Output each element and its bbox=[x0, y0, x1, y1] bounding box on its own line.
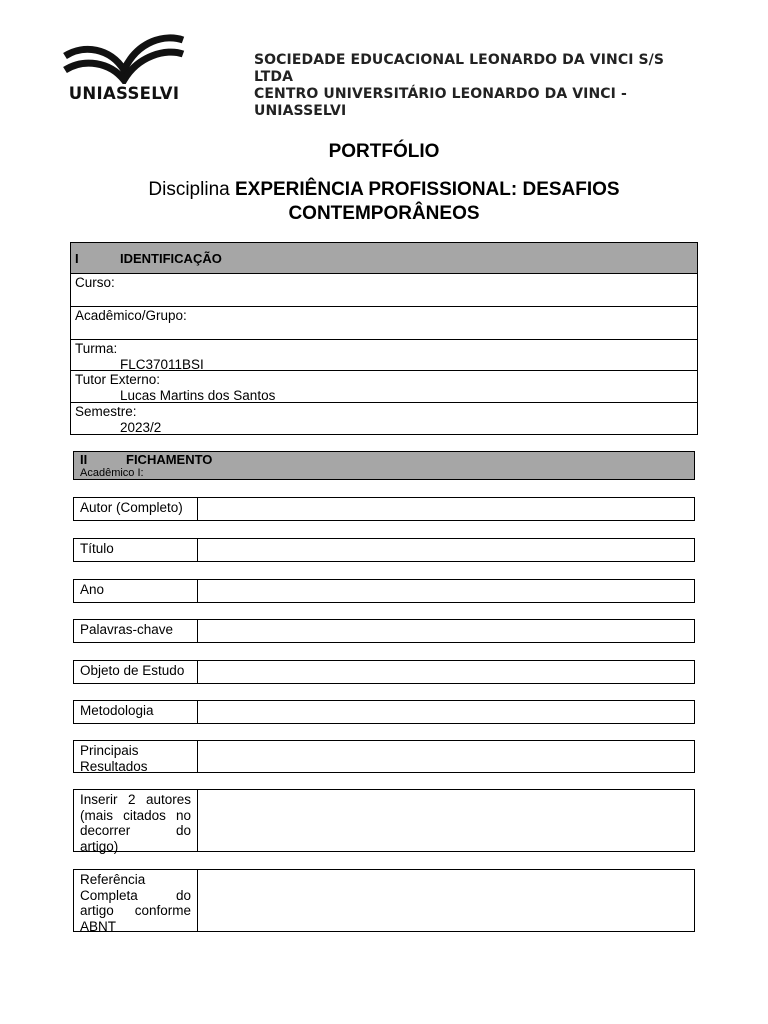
organization-header bbox=[254, 52, 694, 120]
field-input[interactable] bbox=[198, 539, 694, 561]
field-input[interactable] bbox=[198, 790, 694, 851]
field-input[interactable] bbox=[198, 498, 694, 520]
field-metodologia bbox=[73, 700, 695, 724]
row-value: FLC37011BSI bbox=[120, 357, 204, 372]
identification-header bbox=[71, 243, 697, 274]
field-ano bbox=[73, 579, 695, 603]
field-palavras-chave bbox=[73, 619, 695, 643]
identification-row-semestre[interactable] bbox=[71, 403, 697, 434]
field-label: Autor (Completo) bbox=[74, 498, 198, 520]
field-label: Palavras-chave bbox=[74, 620, 198, 642]
discipline-name-line2: CONTEMPORÂNEOS bbox=[288, 203, 480, 224]
row-label: Acadêmico/Grupo: bbox=[75, 308, 187, 323]
row-label: Tutor Externo: bbox=[75, 372, 161, 387]
field-input[interactable] bbox=[198, 620, 694, 642]
org-line-2: CENTRO UNIVERSITÁRIO LEONARDO DA VINCI - UNIASSELVI bbox=[254, 86, 627, 119]
field-label: Metodologia bbox=[74, 701, 198, 723]
field-autores-citados bbox=[73, 789, 695, 852]
logo-text: UNIASSELVI bbox=[68, 84, 180, 103]
field-label: Principais Resultados bbox=[74, 741, 198, 772]
discipline-title bbox=[0, 178, 768, 226]
logo-book-icon bbox=[62, 34, 186, 84]
identification-row-turma[interactable] bbox=[71, 340, 697, 371]
identification-row-academico[interactable] bbox=[71, 307, 697, 340]
field-input[interactable] bbox=[198, 661, 694, 683]
field-principais-resultados bbox=[73, 740, 695, 773]
identification-row-tutor[interactable] bbox=[71, 371, 697, 403]
identification-row-curso[interactable] bbox=[71, 274, 697, 307]
field-label: Inserir 2 autores (mais citados no decorrer do artigo) bbox=[74, 790, 198, 851]
section-subtitle: Acadêmico I: bbox=[80, 467, 144, 479]
field-input[interactable] bbox=[198, 701, 694, 723]
section-title: IDENTIFICAÇÃO bbox=[120, 251, 222, 266]
uniasselvi-logo bbox=[62, 34, 186, 106]
fichamento-header bbox=[73, 451, 695, 480]
identification-table bbox=[70, 242, 698, 435]
discipline-prefix: Disciplina bbox=[148, 179, 230, 200]
row-label: Turma: bbox=[75, 341, 118, 356]
field-titulo bbox=[73, 538, 695, 562]
field-autor bbox=[73, 497, 695, 521]
page-title: PORTFÓLIO bbox=[328, 141, 440, 162]
field-input[interactable] bbox=[198, 580, 694, 602]
section-title: FICHAMENTO bbox=[126, 452, 213, 467]
field-label: Título bbox=[74, 539, 198, 561]
field-referencia-abnt bbox=[73, 869, 695, 932]
field-objeto-de-estudo bbox=[73, 660, 695, 684]
row-label: Curso: bbox=[75, 275, 115, 290]
org-line-1: SOCIEDADE EDUCACIONAL LEONARDO DA VINCI S/S LTDA bbox=[254, 52, 665, 85]
section-number: II bbox=[80, 452, 88, 467]
field-label: Ano bbox=[74, 580, 198, 602]
field-input[interactable] bbox=[198, 870, 694, 931]
field-label: Objeto de Estudo bbox=[74, 661, 198, 683]
section-number: I bbox=[75, 251, 79, 266]
row-value: 2023/2 bbox=[120, 420, 162, 435]
field-input[interactable] bbox=[198, 741, 694, 772]
row-value: Lucas Martins dos Santos bbox=[120, 388, 276, 403]
row-label: Semestre: bbox=[75, 404, 137, 419]
discipline-name-line1: EXPERIÊNCIA PROFISSIONAL: DESAFIOS bbox=[234, 179, 620, 200]
field-label: Referência Completa do artigo conforme ABNT bbox=[74, 870, 198, 931]
